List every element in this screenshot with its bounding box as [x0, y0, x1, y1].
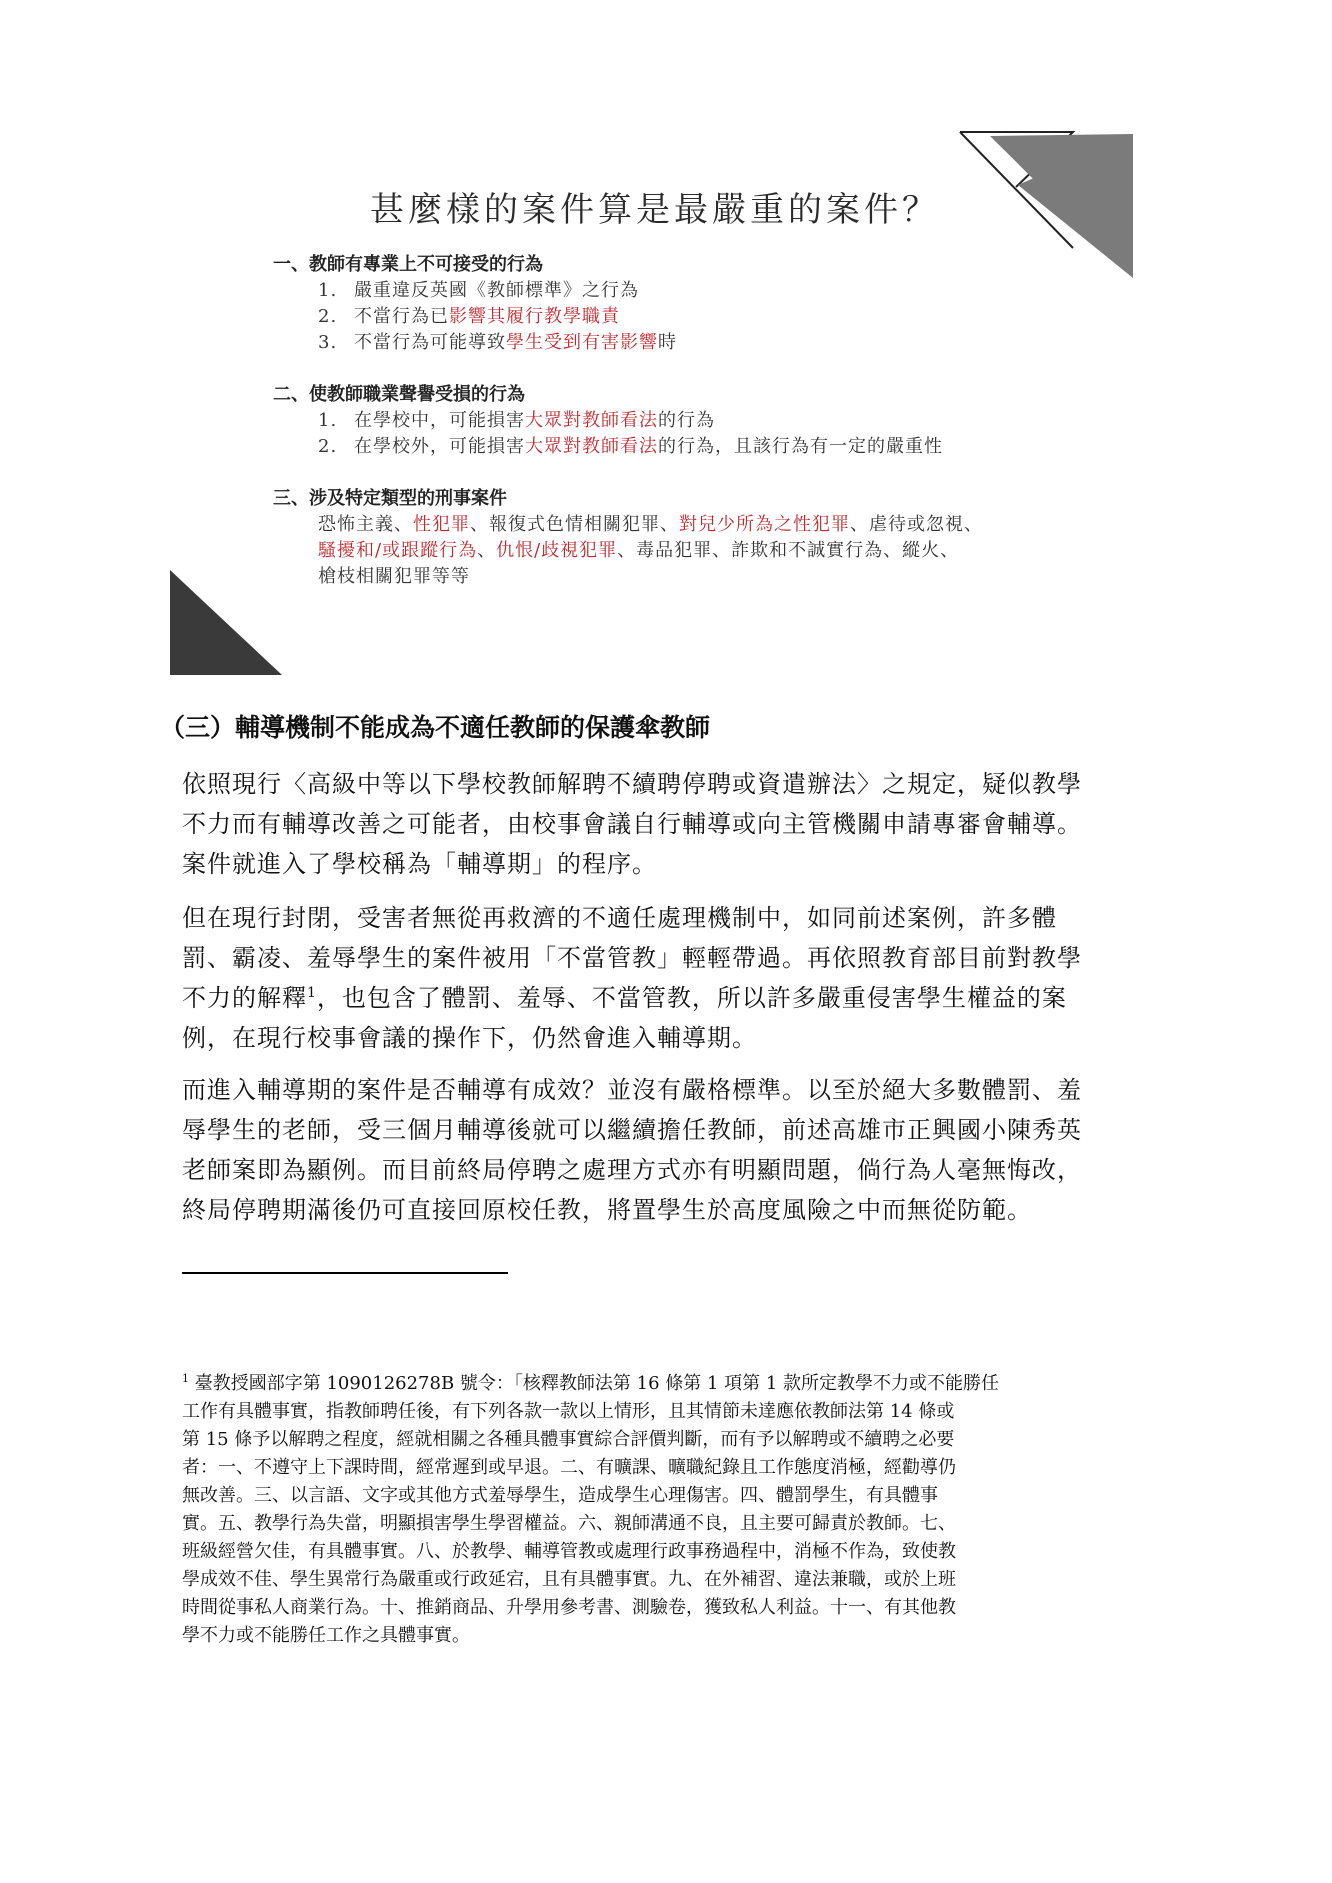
section-heading: （三）輔導機制不能成為不適任教師的保護傘教師: [160, 713, 711, 742]
footnote-number: 1: [182, 1372, 189, 1385]
figure-title: 甚麼樣的案件算是最嚴重的案件？: [370, 190, 940, 230]
figure-crime-line: 槍枝相關犯罪等等: [318, 566, 470, 587]
body-paragraph-1: 依照現行〈高級中等以下學校教師解聘不續聘停聘或資遣辦法〉之規定，疑似教學 不力而有輔導改善之可能者，由校事會議自行輔導或向主管機關申請專審會輔導。 案件就進入了學校稱為「輔導期」的程序。: [182, 770, 1082, 878]
footnote: $^1$ 臺教授國部字第 1090126278B 號令：「核釋教師法第 16 條第 1 項第 1 款所定教學不力或不能勝任 工作有具體事實，指教師聘任後，有下列各款一款以上情形，且其情節未達應依教師法第 14 條或 第 15 條予以解聘之程度，經就相關之各種具體事實綜合評價判斷，而有予以解聘或不續聘之必要 者：一、不遵守上下課時間，經常遲到或早退。二、有曠課、曠職紀錄且工作態度消極，經勸導仍 無改善。三、以言語、文字或其他方式羞辱學生，造成學生心理傷害。四、體罰學生，有具體事 實。五、教學行為失當，明顯損害學生學習權益。六、親師溝通不良，且主要可歸責於教師。七、 班級經營欠佳，有具體事實。八、於教學、輔導管教或處理行政事務過程中，消極不作為，致使教 學成效不佳、學生異常行為嚴重或行政延宕，且有具體事實。九、在外補習、違法兼職，或於上班 時間從事私人商業行為。十、推銷商品、升學用參考書、測驗卷，獲致私人利益。十一、有其他教 學不力或不能勝任工作之具體事實。: [182, 1372, 1000, 1646]
figure-item: 2. 不當行為已影響其履行教學職責: [318, 306, 620, 327]
body-paragraph-3: 而進入輔導期的案件是否輔導有成效？並沒有嚴格標準。以至於絕大多數體罰、羞 辱學生的老師，受三個月輔導後就可以繼續擔任教師，前述高雄市正興國小陳秀英 老師案即為顯例。而目前終局停聘之處理方式亦有明顯問題，倘行為人毫無悔改， 終局停聘期滿後仍可直接回原校任教，將置學生於高度風險之中而無從防範。: [182, 1076, 1082, 1224]
footnote-separator: [182, 1272, 508, 1274]
figure-item: 1. 在學校中，可能損害大眾對教師看法的行為: [318, 410, 715, 431]
figure-crime-line: 恐怖主義、性犯罪、報復式色情相關犯罪、對兒少所為之性犯罪、虐待或忽視、: [318, 514, 983, 535]
figure-section-heading-2: 二、使教師職業聲譽受損的行為: [273, 384, 525, 405]
figure-item: 1. 嚴重違反英國《教師標準》之行為: [318, 280, 639, 301]
footnote-reference[interactable]: 1: [307, 985, 317, 1001]
body-paragraph-2: 但在現行封閉，受害者無從再救濟的不適任處理機制中，如同前述案例，許多體 罰、霸凌、羞辱學生的案件被用「不當管教」輕輕帶過。再依照教育部目前對教學 不力的解釋$^1$，也包含了體罰、羞辱、不當管教，所以許多嚴重侵害學生權益的案 例，在現行校事會議的操作下，仍然會進入輔導期。: [182, 904, 1082, 1052]
infographic-figure: [170, 130, 1135, 675]
corner-triangle-dark: [170, 570, 282, 675]
figure-section-heading-1: 一、教師有專業上不可接受的行為: [273, 254, 543, 275]
figure-item: 3. 不當行為可能導致學生受到有害影響時: [318, 332, 677, 353]
figure-crime-line: 騷擾和/或跟蹤行為、仇恨/歧視犯罪、毒品犯罪、詐欺和不誠實行為、縱火、: [318, 540, 960, 561]
figure-section-heading-3: 三、涉及特定類型的刑事案件: [273, 488, 507, 509]
figure-item: 2. 在學校外，可能損害大眾對教師看法的行為，且該行為有一定的嚴重性: [318, 436, 943, 457]
